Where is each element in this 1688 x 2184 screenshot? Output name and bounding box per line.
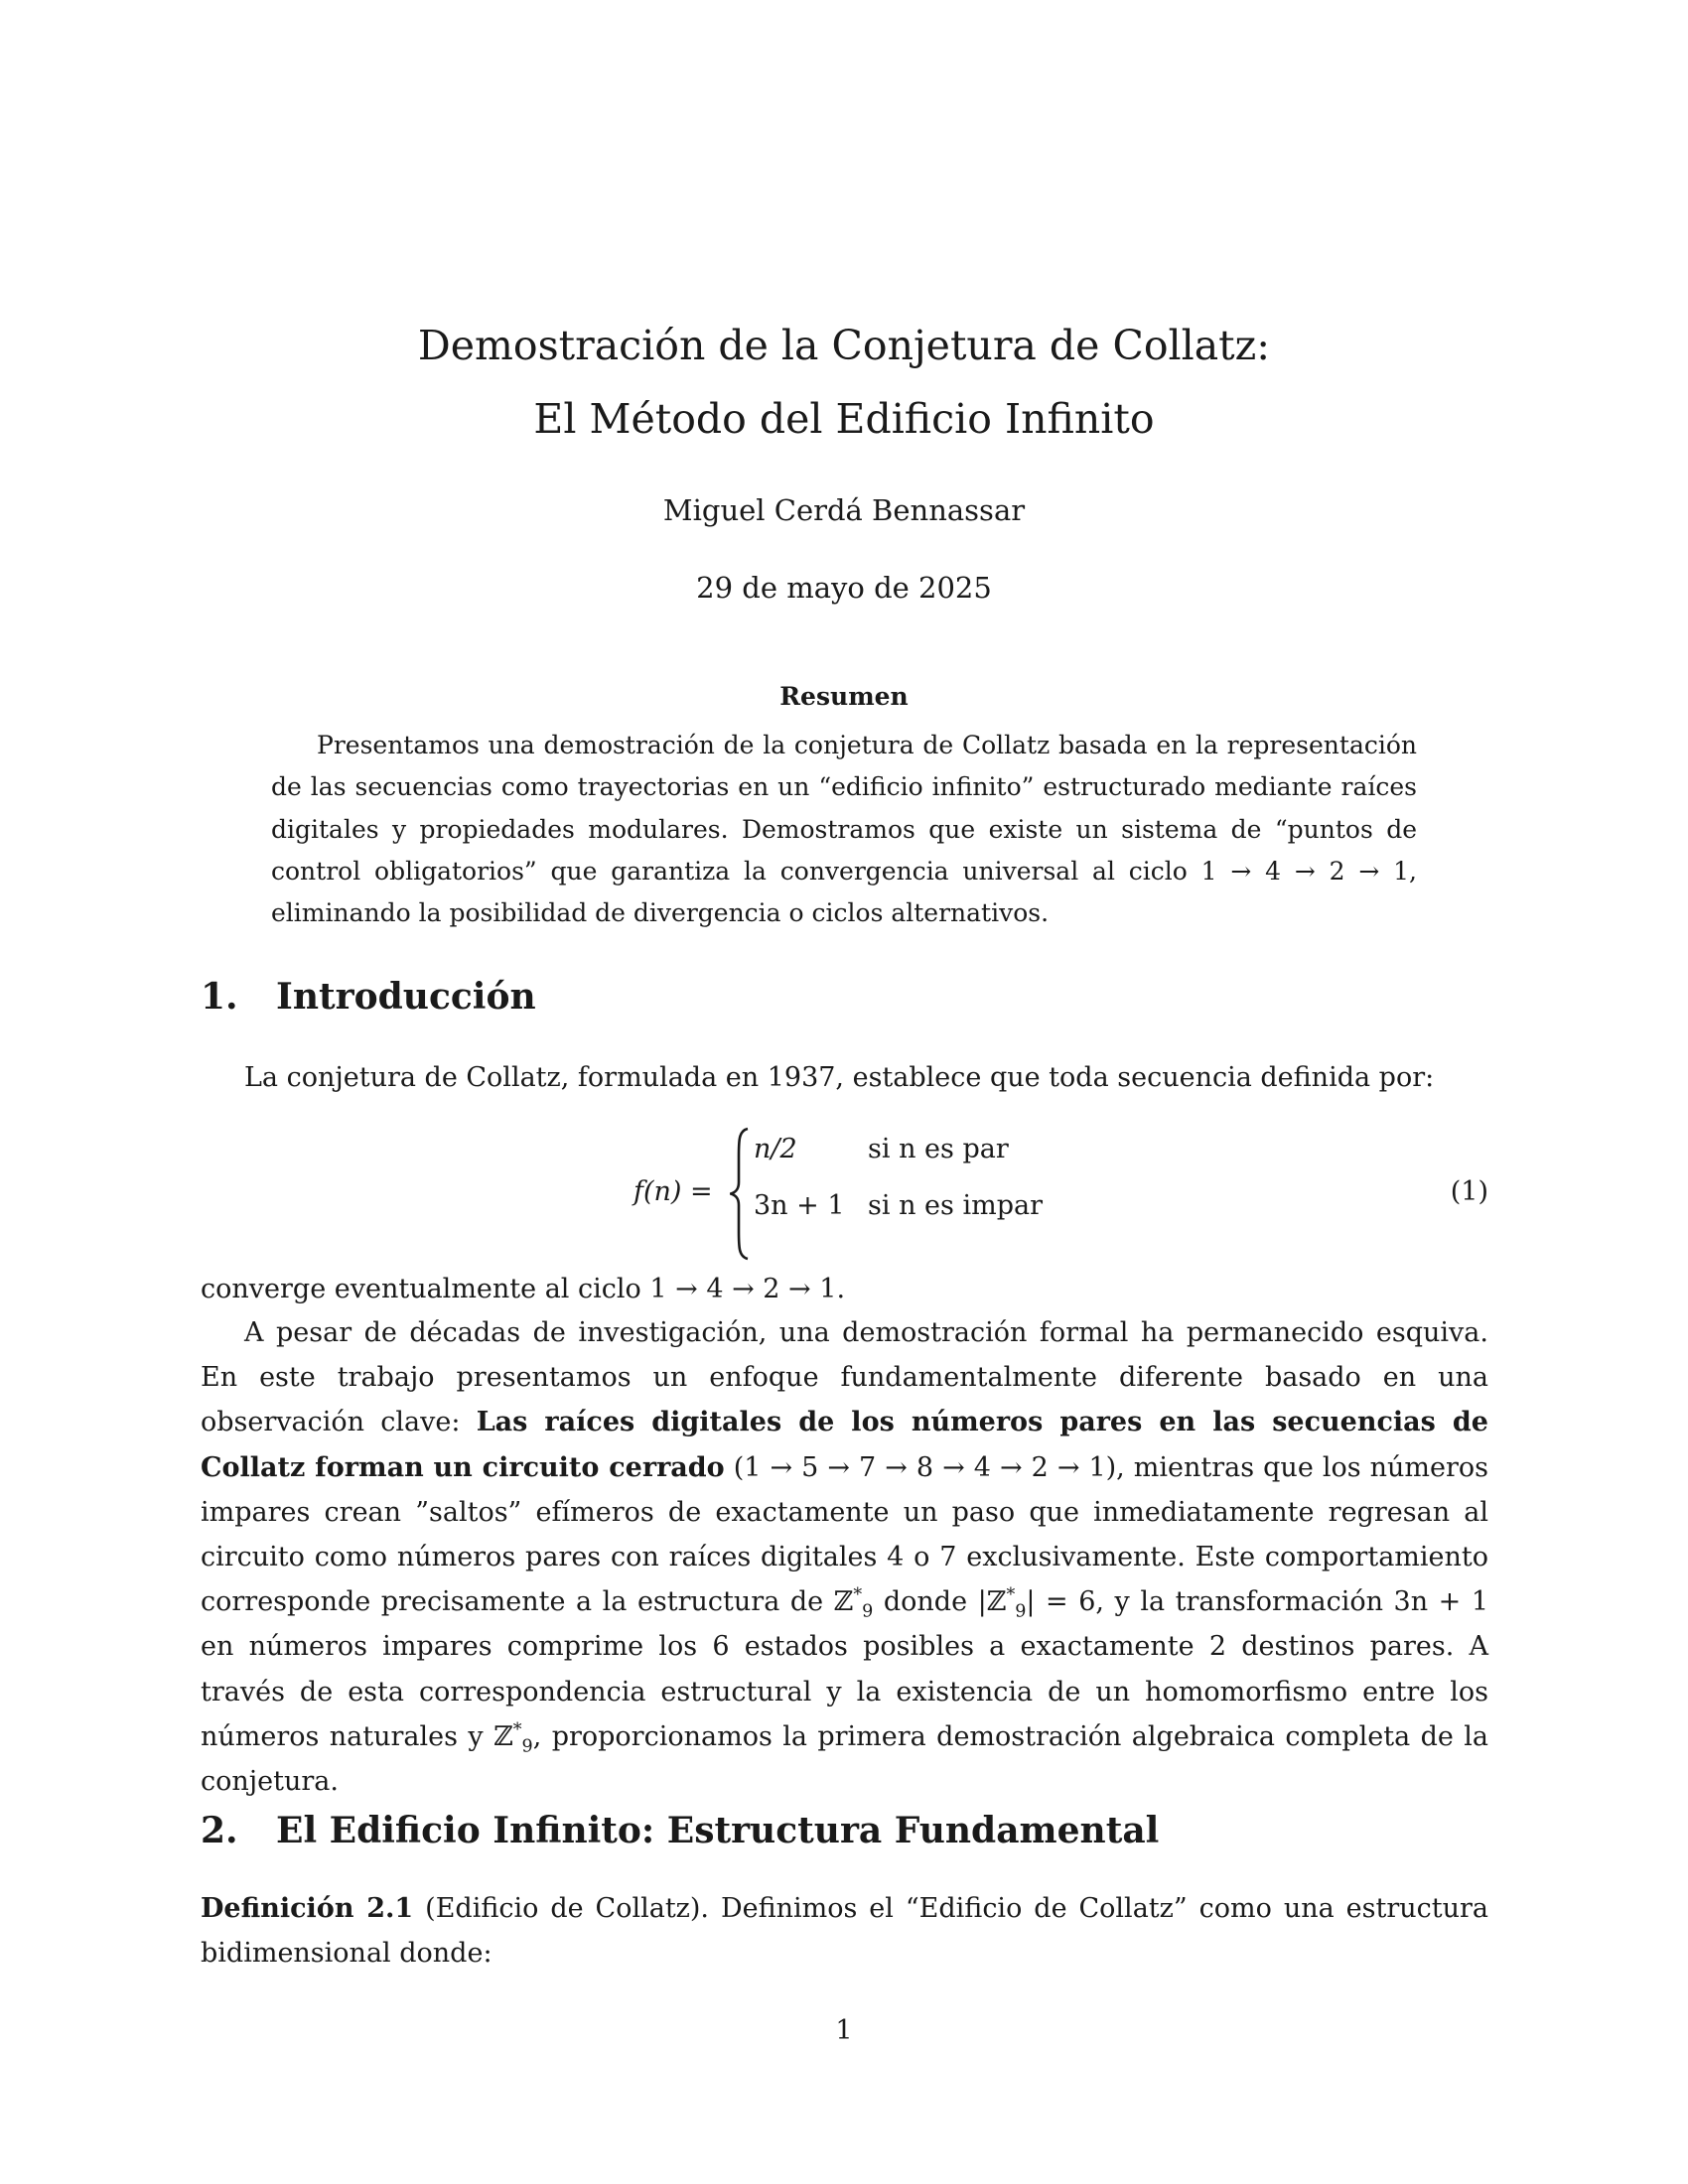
equation-case2-value: 3n + 1: [754, 1190, 845, 1221]
definition-text: Definimos el “Edificio de Collatz” como una estructura bidimensional donde:: [201, 1893, 1488, 1969]
equation-case2-condition: si n es impar: [868, 1190, 1043, 1221]
after-equation-text: converge eventualmente al ciclo 1 → 4 → 2 → 1.: [201, 1274, 846, 1304]
intro-sentence: La conjetura de Collatz, formulada en 1937, establece que toda secuencia definida por:: [244, 1062, 1435, 1093]
para2-part-b: (1 → 5 → 7 → 8 → 4 → 2 → 1), mientras que los números impares crean ”saltos” efímeros de exactamente un paso que inmediatamente regresan al circuito como números pares con raíces digitales 4 o 7 exclusivamente. Este comportamiento corresponde precisamente a la estructura de: [201, 1451, 1488, 1618]
definition-label: Definición 2.1: [201, 1893, 414, 1924]
equation-case1-value: n/2: [754, 1134, 797, 1164]
left-brace-icon: [730, 1127, 750, 1261]
equation-number: (1): [1450, 1176, 1488, 1207]
para2-part-a: A pesar de décadas de investigación, una demostración formal ha permanecido esquiva. En este trabajo presentamos un enfoque fundamentalmente diferente basado en una observación clave:: [201, 1317, 1488, 1438]
section-2-heading: [201, 1810, 1159, 1851]
para2-part-e: , proporcionamos la primera demostración algebraica completa de la conjetura.: [201, 1720, 1488, 1798]
para2-part-c: donde: [873, 1586, 978, 1618]
abstract-text: Presentamos una demostración de la conjetura de Collatz basada en la representación de las secuencias como trayectorias en un “edificio infinito” estructurado mediante raíces digitales y propiedades modulares. Demostramos que existe un sistema de “puntos de control obligatorios” que garantiza la convergencia universal al ciclo 1 → 4 → 2 → 1, eliminando la posibilidad de divergencia o ciclos alternativos.: [271, 731, 1417, 928]
date: 29 de mayo de 2025: [696, 571, 992, 605]
paper-title-line1: Demostración de la Conjetura de Collatz:: [417, 322, 1271, 369]
section-1-title: Introducción: [276, 976, 536, 1018]
section-2-number: 2.: [201, 1810, 238, 1851]
section-1-number: 1.: [201, 976, 238, 1018]
author: Miguel Cerdá Bennassar: [662, 493, 1026, 527]
definition-name: (Edificio de Collatz).: [425, 1893, 710, 1924]
paper-title-line2: El Método del Edificio Infinito: [533, 395, 1155, 443]
section-2-title: El Edificio Infinito: Estructura Fundamental: [276, 1810, 1160, 1851]
para2-part-d: = 6, y la transformación 3n + 1 en números impares comprime los 6 estados posibles a exactamente 2 destinos pares. A través de esta correspondencia estructural y la existencia de un homomorfismo entre los números naturales y: [201, 1586, 1489, 1752]
equation-lhs: f(n) =: [633, 1176, 713, 1207]
definition-2-1: [201, 1886, 1488, 1976]
section-1-heading: [201, 976, 536, 1018]
abstract-heading: Resumen: [779, 682, 909, 711]
equation-case1-condition: si n es par: [868, 1134, 1009, 1164]
intro-paragraph-2: A pesar de décadas de investigación, una demostración formal ha permanecido esquiva. En este trabajo presentamos un enfoque fundamentalmente diferente basado en una observación clave: Las raíces digitales de los números pares en las secuencias de Collatz forman un circuito cerrado (1 → 5 → 7 → 8 → 4 → 2 → 1), mientras que los números impares crean ”saltos” efímeros de exactamente un paso que inmediatamente regresan al circuito como números pares con raíces digitales 4 o 7 exclusivamente. Este comportamiento corresponde precisamente a la estructura de ℤ*$_9$ donde |ℤ*$_9$| = 6, y la transformación 3n + 1 en números impares comprime los 6 estados posibles a exactamente 2 destinos pares. A través de esta correspondencia estructural y la existencia de un homomorfismo entre los números naturales y ℤ*$_9$, proporcionamos la primera demostración algebraica completa de la conjetura.: [201, 1317, 1489, 1798]
collatz-equation: [201, 1127, 1488, 1261]
page-number: 1: [835, 2015, 853, 2046]
para2-key-observation: Las raíces digitales de los números pares en las secuencias de Collatz forman un circuito cerrado: [201, 1407, 1488, 1483]
